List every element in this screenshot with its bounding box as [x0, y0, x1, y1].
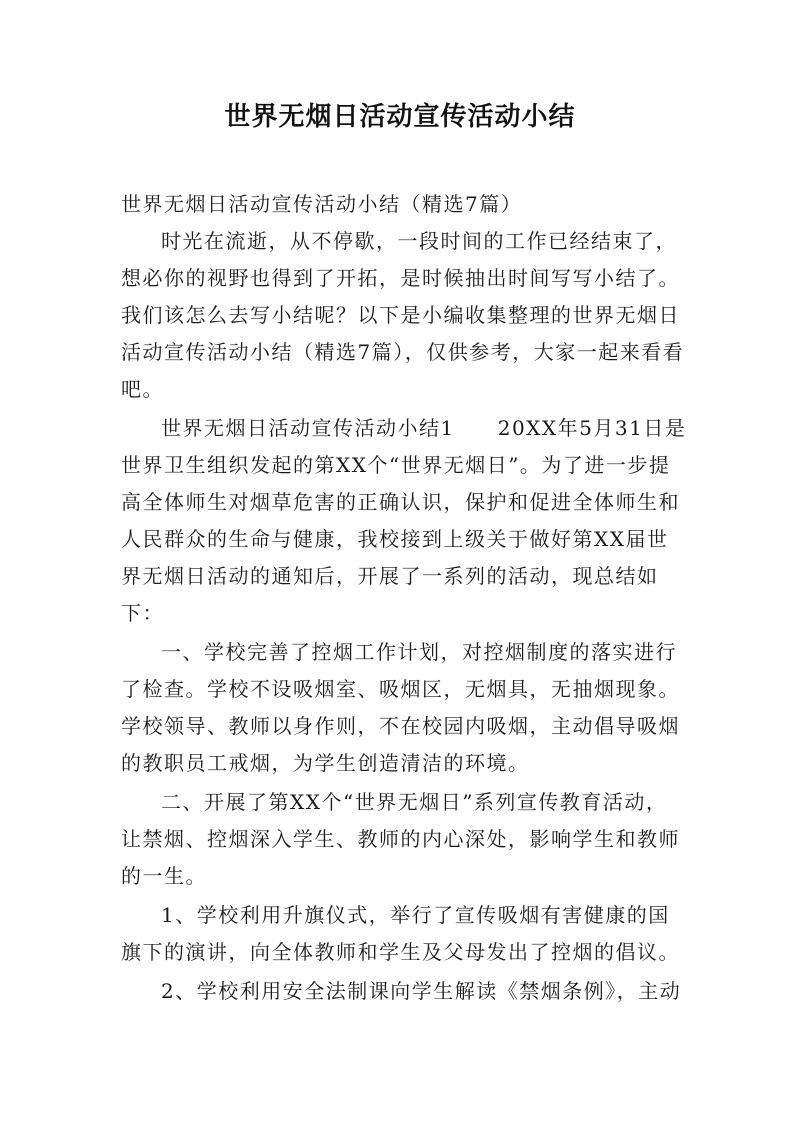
- document-body: [121, 186, 687, 1010]
- document-title: 世界无烟日活动宣传活动小结: [224, 102, 576, 132]
- paragraph-intro: 时光在流逝，从不停歇，一段时间的工作已经结束了，想必你的视野也得到了开拓，是时候抽出时间写写小结了。我们该怎么去写小结呢？以下是小编收集整理的世界无烟日活动宣传活动小结（精选7篇），仅供参考，大家一起来看看吧。: [121, 229, 685, 401]
- paragraph-section-2: 二、开展了第XX个“世界无烟日”系列宣传教育活动，让禁烟、控烟深入学生、教师的内心深处，影响学生和教师的一生。: [121, 790, 680, 888]
- document-subtitle: 世界无烟日活动宣传活动小结（精选7篇）: [121, 192, 523, 216]
- paragraph-section-1: 一、学校完善了控烟工作计划，对控烟制度的落实进行了检查。学校不设吸烟室、吸烟区，无烟具，无抽烟现象。学校领导、教师以身作则，不在校园内吸烟，主动倡导吸烟的教职员工戒烟，为学生创造清洁的环境。: [121, 640, 680, 775]
- paragraph-summary-1: 世界无烟日活动宣传活动小结1 20XX年5月31日是世界卫生组织发起的第XX个“世界无烟日”。为了进一步提高全体师生对烟草危害的正确认识，保护和促进全体师生和人民群众的生命与健康，我校接到上级关于做好第XX届世界无烟日活动的通知后，开展了一系列的活动，现总结如下：: [121, 416, 687, 625]
- paragraph-item-2: 2、学校利用安全法制课向学生解读《禁烟条例》，主动: [161, 979, 682, 1003]
- paragraph-item-1: 1、学校利用升旗仪式，举行了宣传吸烟有害健康的国旗下的演讲，向全体教师和学生及父母发出了控烟的倡议。: [121, 903, 680, 964]
